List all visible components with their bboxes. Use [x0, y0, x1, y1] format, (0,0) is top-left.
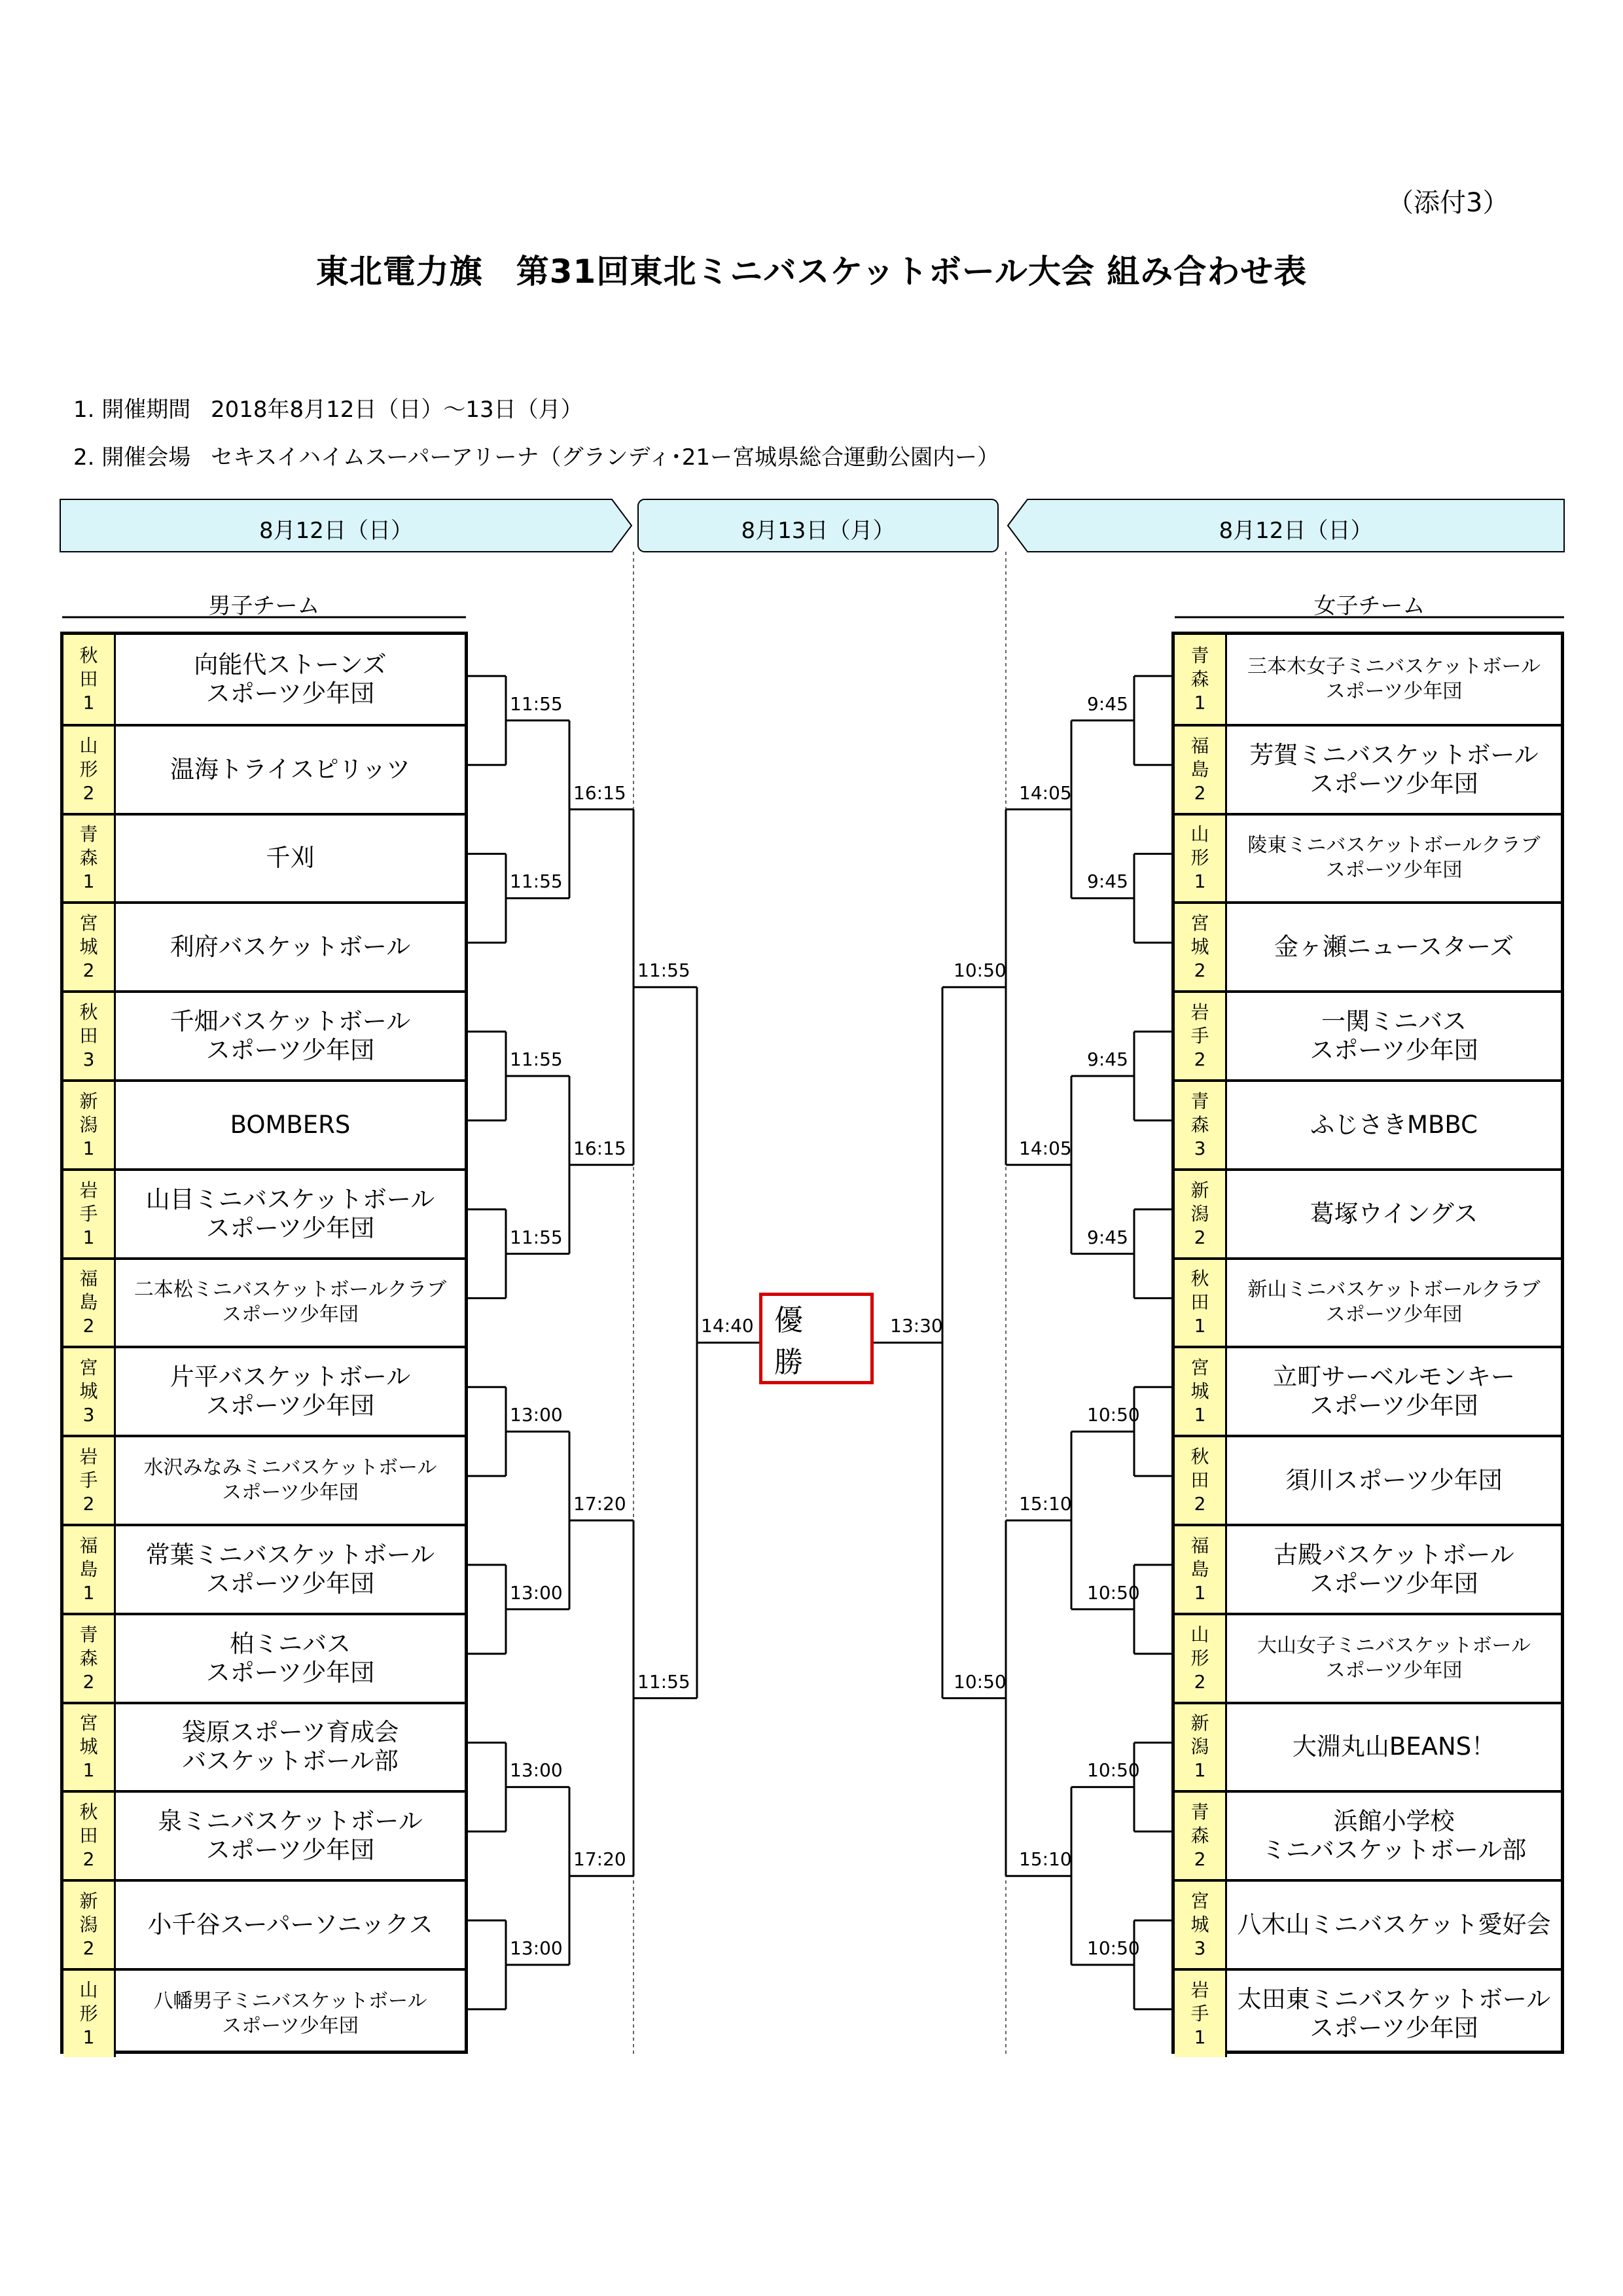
- match-time: 13:00: [510, 1581, 563, 1604]
- match-time: 17:20: [573, 1848, 626, 1871]
- prefecture-cell: [1175, 1260, 1227, 1346]
- prefecture-cell: [1175, 816, 1227, 902]
- prefecture-char: 福: [79, 1534, 98, 1556]
- prefecture-char: 2: [1194, 781, 1206, 804]
- prefecture-char: 城: [79, 1380, 98, 1403]
- team-name: 大山女子ミニバスケットボール スポーツ少年団: [1257, 1634, 1531, 1682]
- team-name: 新山ミニバスケットボールクラブ スポーツ少年団: [1247, 1278, 1541, 1327]
- prefecture-char: 岩: [1190, 1979, 1209, 2001]
- prefecture-char: 1: [1194, 1759, 1206, 1782]
- match-time: 11:55: [637, 1670, 690, 1693]
- team-name: 片平バスケットボール スポーツ少年団: [169, 1363, 411, 1420]
- prefecture-char: 福: [1190, 1534, 1209, 1556]
- prefecture-char: 2: [82, 1937, 95, 1960]
- prefecture-char: 手: [1190, 2002, 1209, 2024]
- match-time: 16:15: [573, 781, 626, 804]
- prefecture-char: 2: [82, 1670, 95, 1693]
- match-time: 11:55: [510, 1226, 563, 1248]
- team-name: 八木山ミニバスケット愛好会: [1237, 1910, 1551, 1939]
- team-row: [1175, 1524, 1561, 1613]
- prefecture-cell: [63, 1793, 116, 1879]
- prefecture-char: 福: [1190, 734, 1209, 757]
- prefecture-char: 1: [82, 691, 95, 713]
- match-time: 10:50: [954, 1670, 1007, 1693]
- match-time: 10:50: [954, 960, 1007, 982]
- prefecture-char: 1: [82, 870, 95, 893]
- team-row: [63, 1346, 465, 1435]
- prefecture-cell: [1175, 1171, 1227, 1257]
- team-row: [1175, 1879, 1561, 1968]
- prefecture-char: 森: [1190, 668, 1209, 690]
- team-name: 小千谷スーパーソニックス: [147, 1910, 433, 1939]
- prefecture-char: 島: [79, 1291, 98, 1314]
- prefecture-cell: [63, 1348, 116, 1435]
- team-row: [63, 724, 465, 813]
- prefecture-char: 秋: [1190, 1446, 1209, 1468]
- page-title: 東北電力旗 第31回東北ミニバスケットボール大会 組み合わせ表: [315, 253, 1308, 291]
- match-time: 15:10: [1019, 1848, 1072, 1871]
- prefecture-cell: [1175, 1526, 1227, 1613]
- team-name: 水沢みなみミニバスケットボール スポーツ少年団: [143, 1456, 437, 1505]
- prefecture-char: 2: [1194, 1493, 1206, 1515]
- prefecture-char: 田: [1190, 1291, 1209, 1314]
- match-time: 11:55: [637, 960, 690, 982]
- boys-team-heading: 男子チーム: [208, 593, 320, 619]
- prefecture-char: 手: [79, 1469, 98, 1492]
- prefecture-cell: [1175, 1348, 1227, 1435]
- team-name: 一関ミニバス スポーツ少年団: [1310, 1007, 1478, 1065]
- match-time: 14:05: [1019, 781, 1072, 804]
- match-time: 10:50: [1087, 1581, 1140, 1604]
- team-name: 浜館小学校 ミニバスケットボール部: [1261, 1807, 1527, 1865]
- attachment-label: （添付3）: [1387, 188, 1509, 218]
- prefecture-char: 青: [79, 823, 98, 846]
- team-name: 立町サーベルモンキー スポーツ少年団: [1273, 1363, 1515, 1420]
- prefecture-cell: [1175, 1615, 1227, 1702]
- match-time: 13:00: [510, 1937, 563, 1959]
- team-row: [1175, 990, 1561, 1079]
- team-row: [1175, 1346, 1561, 1435]
- prefecture-char: 1: [82, 2026, 95, 2048]
- team-name: 古殿バスケットボール スポーツ少年団: [1274, 1540, 1514, 1598]
- prefecture-char: 宮: [1190, 1357, 1209, 1379]
- center-day-label: 8月13日（月）: [741, 518, 895, 544]
- prefecture-char: 3: [1194, 1937, 1206, 1960]
- team-name: 柏ミニバス スポーツ少年団: [205, 1629, 375, 1687]
- prefecture-char: 潟: [1190, 1736, 1209, 1758]
- prefecture-char: 森: [79, 847, 98, 869]
- prefecture-cell: [63, 1882, 116, 1968]
- info-venue-value: セキスイハイムスーパーアリーナ（グランディ･21ー宮城県総合運動公園内ー）: [211, 444, 1000, 471]
- team-row: [63, 813, 465, 902]
- prefecture-char: 2: [82, 960, 95, 982]
- info-venue-label: 2. 開催会場: [73, 444, 191, 471]
- team-name: 大淵丸山BEANS！: [1292, 1732, 1496, 1761]
- prefecture-char: 秋: [79, 1801, 98, 1823]
- team-name: 泉ミニバスケットボール スポーツ少年団: [158, 1807, 423, 1865]
- prefecture-char: 2: [1194, 1226, 1206, 1248]
- team-name: ふじさきMBBC: [1310, 1110, 1478, 1139]
- team-name: 山目ミニバスケットボール スポーツ少年団: [145, 1185, 435, 1242]
- prefecture-char: 青: [1190, 1090, 1209, 1112]
- match-time: 13:00: [510, 1759, 563, 1782]
- champion-box: 優 勝: [759, 1293, 874, 1384]
- match-time: 13:30: [890, 1315, 943, 1337]
- prefecture-cell: [1175, 635, 1227, 724]
- prefecture-char: 1: [82, 1759, 95, 1782]
- match-time: 14:05: [1019, 1137, 1072, 1159]
- team-row: [63, 1257, 465, 1346]
- prefecture-char: 1: [1194, 1315, 1206, 1337]
- prefecture-char: 青: [1190, 1801, 1209, 1823]
- match-time: 14:40: [701, 1315, 754, 1337]
- prefecture-char: 2: [82, 1493, 95, 1515]
- match-time: 9:45: [1087, 692, 1128, 715]
- prefecture-char: 新: [79, 1890, 98, 1912]
- prefecture-char: 島: [1190, 758, 1209, 780]
- prefecture-char: 島: [1190, 1558, 1209, 1580]
- prefecture-char: 新: [1190, 1179, 1209, 1201]
- team-row: [1175, 1702, 1561, 1791]
- match-time: 9:45: [1087, 1049, 1128, 1070]
- prefecture-char: 2: [1194, 1848, 1206, 1871]
- team-name: 常葉ミニバスケットボール スポーツ少年団: [145, 1540, 435, 1598]
- prefecture-char: 田: [79, 668, 98, 690]
- prefecture-char: 宮: [1190, 1890, 1209, 1912]
- prefecture-char: 山: [1190, 1623, 1209, 1645]
- prefecture-char: 山: [79, 1979, 98, 2001]
- prefecture-char: 田: [1190, 1469, 1209, 1492]
- prefecture-char: 青: [79, 1623, 98, 1645]
- team-row: [1175, 1968, 1561, 2057]
- prefecture-char: 1: [82, 1226, 95, 1248]
- prefecture-char: 青: [1190, 644, 1209, 666]
- team-name: 袋原スポーツ育成会 バスケットボール部: [181, 1718, 399, 1776]
- prefecture-char: 岩: [79, 1179, 98, 1201]
- team-name: 温海トライスピリッツ: [169, 755, 411, 783]
- match-time: 13:00: [510, 1404, 563, 1426]
- prefecture-char: 手: [1190, 1025, 1209, 1047]
- prefecture-char: 福: [79, 1268, 98, 1290]
- team-name: 千畑バスケットボール スポーツ少年団: [169, 1007, 411, 1065]
- info-period-value: 2018年8月12日（日）～13日（月）: [211, 397, 583, 423]
- prefecture-cell: [63, 635, 116, 724]
- prefecture-cell: [63, 904, 116, 990]
- prefecture-cell: [63, 726, 116, 813]
- prefecture-cell: [63, 1971, 116, 2057]
- team-name: BOMBERS: [230, 1110, 351, 1139]
- prefecture-char: 秋: [79, 644, 98, 666]
- team-row: [1175, 1168, 1561, 1257]
- team-name: 陵東ミニバスケットボールクラブ スポーツ少年団: [1247, 834, 1541, 882]
- prefecture-char: 岩: [1190, 1001, 1209, 1024]
- match-time: 9:45: [1087, 870, 1128, 893]
- prefecture-char: 形: [1190, 847, 1209, 869]
- prefecture-char: 3: [82, 1049, 95, 1071]
- team-row: [63, 1968, 465, 2057]
- prefecture-cell: [1175, 904, 1227, 990]
- prefecture-char: 山: [1190, 823, 1209, 846]
- prefecture-cell: [63, 993, 116, 1079]
- prefecture-char: 2: [82, 1848, 95, 1871]
- prefecture-char: 形: [79, 2002, 98, 2024]
- team-row: [1175, 901, 1561, 990]
- prefecture-char: 森: [1190, 1113, 1209, 1136]
- prefecture-char: 3: [82, 1404, 95, 1426]
- match-time: 10:50: [1087, 1937, 1140, 1959]
- team-row: [63, 1702, 465, 1791]
- team-row: [63, 1079, 465, 1168]
- prefecture-char: 1: [1194, 691, 1206, 713]
- team-row: [63, 990, 465, 1079]
- team-row: [1175, 813, 1561, 902]
- prefecture-cell: [63, 1526, 116, 1613]
- prefecture-char: 手: [79, 1202, 98, 1225]
- prefecture-char: 宮: [79, 1712, 98, 1734]
- prefecture-char: 3: [1194, 1137, 1206, 1159]
- prefecture-char: 1: [1194, 1404, 1206, 1426]
- team-name: 三本木女子ミニバスケットボール スポーツ少年団: [1247, 655, 1541, 703]
- prefecture-char: 秋: [1190, 1268, 1209, 1290]
- prefecture-char: 城: [79, 936, 98, 958]
- team-row: [1175, 724, 1561, 813]
- match-time: 9:45: [1087, 1226, 1128, 1248]
- team-name: 金ヶ瀬ニュースターズ: [1274, 933, 1514, 961]
- right-day-label: 8月12日（日）: [1219, 518, 1373, 544]
- boys-team-list: [60, 632, 468, 2054]
- team-name: 向能代ストーンズ スポーツ少年団: [194, 650, 387, 708]
- prefecture-char: 2: [1194, 1670, 1206, 1693]
- prefecture-char: 1: [1194, 870, 1206, 893]
- prefecture-cell: [1175, 993, 1227, 1079]
- match-time: 11:55: [510, 1049, 563, 1070]
- match-time: 10:50: [1087, 1404, 1140, 1426]
- prefecture-char: 宮: [79, 912, 98, 935]
- team-row: [1175, 1613, 1561, 1702]
- prefecture-cell: [1175, 1437, 1227, 1524]
- team-row: [1175, 1790, 1561, 1879]
- team-row: [63, 1879, 465, 1968]
- prefecture-char: 田: [79, 1825, 98, 1847]
- prefecture-char: 1: [1194, 1581, 1206, 1604]
- prefecture-char: 潟: [1190, 1202, 1209, 1225]
- team-row: [63, 1435, 465, 1524]
- prefecture-cell: [63, 1082, 116, 1168]
- prefecture-char: 2: [82, 781, 95, 804]
- team-row: [1175, 1079, 1561, 1168]
- prefecture-cell: [63, 1260, 116, 1346]
- team-row: [63, 1613, 465, 1702]
- prefecture-cell: [1175, 726, 1227, 813]
- prefecture-cell: [63, 1704, 116, 1791]
- prefecture-char: 森: [79, 1647, 98, 1669]
- prefecture-char: 新: [1190, 1712, 1209, 1734]
- prefecture-char: 形: [79, 758, 98, 780]
- match-time: 16:15: [573, 1137, 626, 1159]
- prefecture-char: 潟: [79, 1914, 98, 1936]
- prefecture-cell: [63, 1615, 116, 1702]
- prefecture-cell: [1175, 1704, 1227, 1791]
- prefecture-char: 城: [1190, 1380, 1209, 1403]
- team-name: 須川スポーツ少年団: [1285, 1466, 1503, 1495]
- prefecture-cell: [63, 816, 116, 902]
- team-row: [63, 1524, 465, 1613]
- team-name: 太田東ミニバスケットボール スポーツ少年団: [1237, 1984, 1551, 2042]
- prefecture-char: 2: [1194, 1049, 1206, 1071]
- prefecture-char: 島: [79, 1558, 98, 1580]
- team-name: 葛塚ウイングス: [1310, 1199, 1478, 1228]
- prefecture-char: 潟: [79, 1113, 98, 1136]
- prefecture-char: 1: [1194, 2026, 1206, 2048]
- prefecture-char: 宮: [79, 1357, 98, 1379]
- team-row: [63, 635, 465, 724]
- prefecture-cell: [63, 1437, 116, 1524]
- team-name: 二本松ミニバスケットボールクラブ スポーツ少年団: [134, 1278, 447, 1327]
- prefecture-char: 森: [1190, 1825, 1209, 1847]
- prefecture-cell: [1175, 1882, 1227, 1968]
- info-period-label: 1. 開催期間: [73, 397, 191, 423]
- prefecture-char: 2: [1194, 960, 1206, 982]
- prefecture-char: 城: [79, 1736, 98, 1758]
- prefecture-char: 宮: [1190, 912, 1209, 935]
- match-time: 15:10: [1019, 1493, 1072, 1515]
- prefecture-cell: [1175, 1082, 1227, 1168]
- match-time: 11:55: [510, 692, 563, 715]
- prefecture-cell: [1175, 1971, 1227, 2057]
- prefecture-cell: [1175, 1793, 1227, 1879]
- match-time: 11:55: [510, 870, 563, 893]
- match-time: 10:50: [1087, 1759, 1140, 1782]
- team-name: 利府バスケットボール: [169, 933, 411, 961]
- prefecture-cell: [63, 1171, 116, 1257]
- prefecture-char: 城: [1190, 936, 1209, 958]
- prefecture-char: 1: [82, 1581, 95, 1604]
- team-name: 八幡男子ミニバスケットボール スポーツ少年団: [153, 1989, 427, 2037]
- team-row: [1175, 635, 1561, 724]
- prefecture-char: 2: [82, 1315, 95, 1337]
- team-name: 芳賀ミニバスケットボール スポーツ少年団: [1249, 740, 1539, 798]
- girls-team-heading: 女子チーム: [1313, 593, 1425, 619]
- prefecture-char: 1: [82, 1137, 95, 1159]
- team-row: [63, 1168, 465, 1257]
- prefecture-char: 秋: [79, 1001, 98, 1024]
- prefecture-char: 山: [79, 734, 98, 757]
- prefecture-char: 岩: [79, 1446, 98, 1468]
- team-name: 千刈: [266, 844, 315, 872]
- team-row: [63, 901, 465, 990]
- prefecture-char: 田: [79, 1025, 98, 1047]
- girls-team-list: [1171, 632, 1564, 2054]
- prefecture-char: 形: [1190, 1647, 1209, 1669]
- team-row: [63, 1790, 465, 1879]
- prefecture-char: 新: [79, 1090, 98, 1112]
- team-row: [1175, 1257, 1561, 1346]
- team-row: [1175, 1435, 1561, 1524]
- match-time: 17:20: [573, 1493, 626, 1515]
- prefecture-char: 城: [1190, 1914, 1209, 1936]
- left-day-label: 8月12日（日）: [259, 518, 413, 544]
